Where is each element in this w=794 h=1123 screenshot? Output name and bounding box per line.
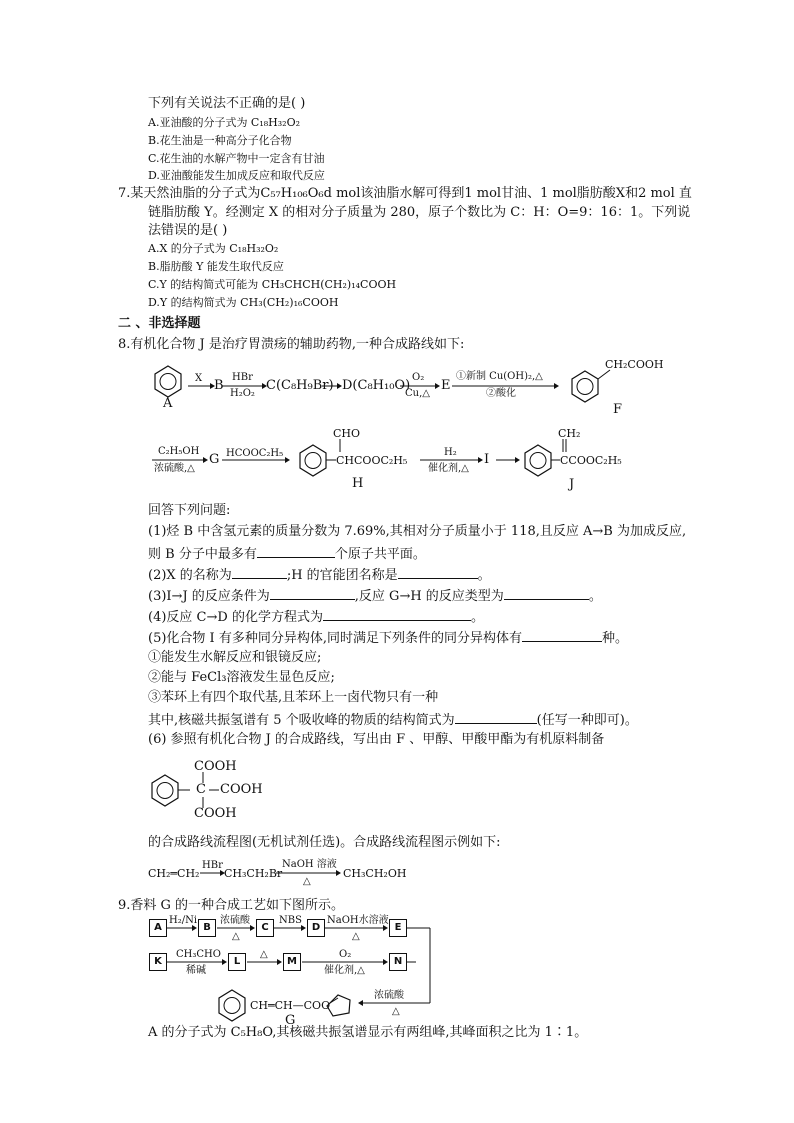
box-c: C [256,919,274,937]
cyclopentene-ring [327,995,350,1016]
example-ethanol: CH₃CH₂OH [343,867,407,880]
q9-note: A 的分子式为 C₅H₈O,其核磁共振氢谱显示有两组峰,其峰面积之比为 1∶1。 [148,1025,588,1040]
reagent-hcooc2h5: HCOOC₂H₅ [226,448,284,459]
q6-option-c: C.花生油的水解产物中一定含有甘油 [148,152,325,165]
box-l: L [228,953,246,971]
j-ch2: CH₂ [558,427,581,440]
q8-nmr: 其中,核磁共振氢谱有 5 个吸收峰的物质的结构简式为 (任写一种即可)。 [148,713,638,728]
cond-de-heat: △ [352,931,360,942]
reagent-hbr: HBr [232,372,253,383]
h-chain: CHCOOC₂H₅ [336,454,408,467]
cond-bc: 浓硫酸 [220,915,250,926]
cond-lm: △ [260,949,268,960]
compound-g: G [209,452,220,467]
reagent-c2h5oh: C₂H₅OH [158,446,200,457]
target-cooh-bottom: COOH [194,806,237,821]
q7-option-a: A.X 的分子式为 C₁₈H₃₂O₂ [148,242,279,255]
condition-acidify: ②酸化 [486,388,516,399]
condition-cu: Cu,△ [405,388,430,399]
cond-g-heat: △ [392,1006,400,1017]
cond-kl: CH₃CHO [176,949,221,960]
f-substituent: CH₂COOH [605,358,664,371]
condition-catalyst: 催化剂,△ [428,463,469,474]
q8-cond-1: ①能发生水解反应和银镜反应; [148,650,322,665]
q7-option-d: D.Y 的结构简式为 CH₃(CH₂)₁₆COOH [148,296,339,309]
q6-stem: 下列有关说法不正确的是( ) [148,96,306,111]
reagent-o2: O₂ [412,372,425,383]
g-chain: CH═CH—COO [250,999,331,1012]
box-a: A [149,919,167,937]
target-center-c: C [196,782,206,797]
cond-kl-base: 稀碱 [186,965,206,976]
q6-option-a: A.亚油酸的分子式为 C₁₈H₃₂O₂ [148,116,301,129]
box-d: D [307,919,325,937]
q8-cond-3: ③苯环上有四个取代基,且苯环上一卤代物只有一种 [148,690,439,705]
cond-de: NaOH水溶液 [327,915,389,926]
cond-bc-heat: △ [232,931,240,942]
condition-cuoh2: ①新制 Cu(OH)₂,△ [456,371,543,382]
label-f: F [613,402,623,417]
compound-b: B [214,378,224,393]
q8-flow-text: 的合成路线流程图(无机试剂任选)。合成路线流程图示例如下: [148,835,501,850]
example-naoh: NaOH 溶液 [282,859,337,870]
q8-part3: (3)I→J 的反应条件为 ,反应 G→H 的反应类型为 。 [148,589,602,604]
box-k: K [149,953,167,971]
label-h: H [352,476,364,491]
compound-i: I [484,452,490,467]
q6-option-b: B.花生油是一种高分子化合物 [148,134,292,147]
q8-prompt: 回答下列问题: [148,503,231,518]
q7-line-3: 法错误的是( ) [148,223,228,238]
q9-stem: 9.香料 G 的一种合成工艺如下图所示。 [118,898,345,913]
section-title: 二 、非选择题 [118,316,201,331]
box-m: M [283,953,301,971]
j-chain: CCOOC₂H₅ [560,454,622,467]
label-j: J [569,477,575,492]
q7-option-c: C.Y 的结构简式可能为 CH₃CHCH(CH₂)₁₄COOH [148,278,397,291]
reagent-x: X [195,373,203,384]
q7-option-b: B.脂肪酸 Y 能发生取代反应 [148,260,284,273]
example-ethylene: CH₂═CH₂ [148,867,200,880]
reagent-h2o2: H₂O₂ [230,388,255,399]
h-cho: CHO [333,427,361,440]
q8-part4: (4)反应 C→D 的化学方程式为 。 [148,610,484,625]
reagent-h2: H₂ [444,447,457,458]
q8-part6: (6) 参照有机化合物 J 的合成路线，写出由 F 、甲醇、甲酸甲酯为有机原料制备 [148,732,605,747]
box-b: B [198,919,216,937]
cond-ab: H₂/Ni [169,915,198,926]
label-g: G [285,1013,296,1028]
benzene-ring-g [219,990,245,1021]
label-a: A [163,396,173,411]
q7-line-2: 链脂肪酸 Y。经测定 X 的相对分子质量为 280，原子个数比为 C：H：O=9：16：1。下列说 [148,205,691,220]
example-delta: △ [303,876,311,887]
q7-line-1: 7.某天然油脂的分子式为C₅₇H₁₀₆O₆d mol该油脂水解可得到1 mol甘油、1 mol脂肪酸X和2 mol 直 [118,186,692,201]
example-bromoethane: CH₃CH₂Br [224,867,283,880]
q6-option-d: D.亚油酸能发生加成反应和取代反应 [148,169,325,182]
q8-part2: (2)X 的名称为 ;H 的官能团名称是 。 [148,568,491,583]
cond-mn: O₂ [339,949,352,960]
compound-e: E [441,378,451,393]
box-e: E [389,919,407,937]
q8-part5: (5)化合物 I 有多种同分异构体,同时满足下列条件的同分异构体有 种。 [148,631,628,646]
target-cooh-top: COOH [194,759,237,774]
cond-g: 浓硫酸 [374,990,404,1001]
example-hbr: HBr [202,860,223,871]
condition-h2so4: 浓硫酸,△ [154,463,195,474]
q8-stem: 8.有机化合物 J 是治疗胃溃疡的辅助药物,一种合成路线如下: [118,337,465,352]
cond-cd: NBS [279,915,302,926]
q8-part1-a: (1)烃 B 中含氢元素的质量分数为 7.69%,其相对分子质量小于 118,且反应 A→B 为加成反应, [148,524,687,539]
compound-d: D(C₈H₁₀O) [342,378,411,393]
box-n: N [389,953,407,971]
compound-c: C(C₈H₉Br) [266,378,334,393]
q8-cond-2: ②能与 FeCl₃溶液发生显色反应; [148,670,335,685]
cond-mn-cat: 催化剂,△ [324,965,365,976]
q8-part1-b: 则 B 分子中最多有 个原子共平面。 [148,547,426,562]
target-cooh-right: COOH [220,782,263,797]
